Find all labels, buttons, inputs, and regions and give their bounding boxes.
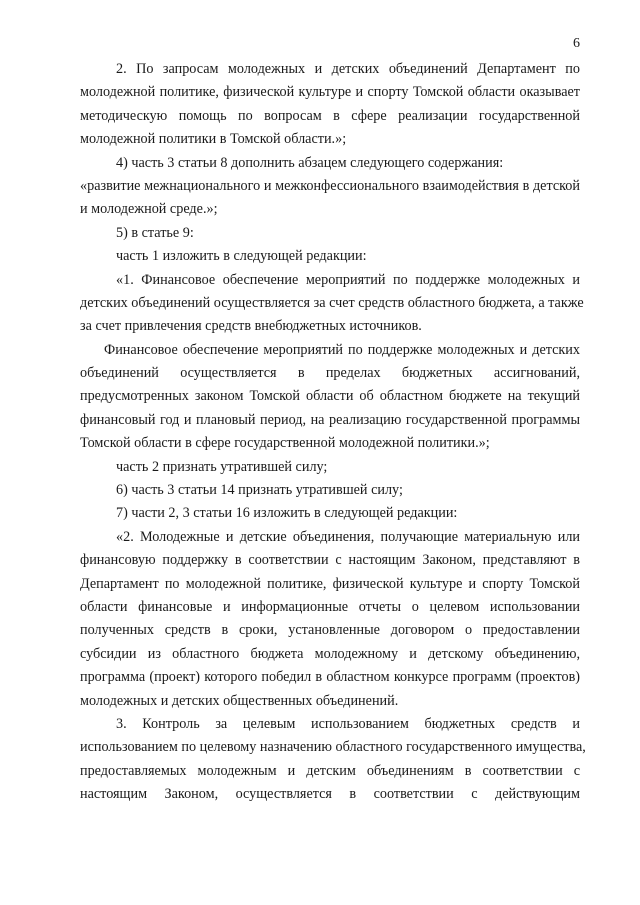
text-line: 4) часть 3 статьи 8 дополнить абзацем следующего содержания:: [116, 154, 504, 171]
text-line: «2. Молодежные и детские объединения, получающие материальную или: [116, 528, 580, 545]
text-line: часть 2 признать утратившей силу;: [116, 458, 328, 475]
text-line: предоставляемых молодежным и детским объединениям в соответствии с: [80, 762, 580, 779]
text-line: финансовый год и плановый период, на реализацию государственной программы: [80, 411, 580, 428]
text-line: и молодежной среде.»;: [80, 201, 218, 218]
text-line: 2. По запросам молодежных и детских объединений Департамент по: [116, 61, 580, 77]
text-line: 5) в статье 9:: [116, 224, 194, 241]
text-line: субсидии из областного бюджета молодежному и детскому объединению,: [80, 645, 580, 662]
text-line: 6) часть 3 статьи 14 признать утратившей силу;: [116, 482, 403, 499]
text-line: финансовую поддержку в соответствии с настоящим Законом, представляют в: [80, 552, 580, 569]
text-line: объединений осуществляется в пределах бюджетных ассигнований,: [80, 365, 580, 382]
text-line: «развитие межнационального и межконфессионального взаимодействия в детской: [80, 177, 580, 194]
text-line: 7) части 2, 3 статьи 16 изложить в следующей редакции:: [116, 505, 458, 522]
text-line: области финансовые и информационные отчеты о целевом использовании: [80, 598, 580, 615]
text-line: полученных средств в сроки, установленные договором о предоставлении: [80, 622, 580, 639]
document-body: [80, 58, 586, 807]
text-line: программа (проект) которого победил в областном конкурсе программ (проектов): [80, 669, 580, 686]
text-line: детских объединений осуществляется за счет средств областного бюджета, а также: [80, 294, 584, 311]
text-line: молодежных и детских общественных объединений.: [80, 692, 399, 709]
text-line: использованием по целевому назначению областного государственного имущества,: [80, 739, 586, 756]
text-line: настоящим Законом, осуществляется в соответствии с действующим: [80, 786, 580, 803]
text-line: предусмотренных законом Томской области об областном бюджете на текущий: [80, 388, 580, 405]
text-line: «1. Финансовое обеспечение мероприятий по поддержке молодежных и: [116, 271, 580, 288]
text-line: за счет привлечения средств внебюджетных источников.: [80, 318, 422, 335]
text-line: Томской области в сфере государственной молодежной политики.»;: [80, 435, 490, 452]
text-line: Департамент по молодежной политике, физической культуре и спорту Томской: [80, 575, 580, 592]
text-line: молодежной политики в Томской области.»;: [80, 131, 347, 148]
text-line: 3. Контроль за целевым использованием бюджетных средств и: [116, 715, 580, 732]
page-number: 6: [573, 36, 580, 51]
text-line: часть 1 изложить в следующей редакции:: [116, 248, 367, 265]
text-line: молодежной политике, физической культуре и спорту Томской области оказывает: [80, 84, 580, 101]
text-line: Финансовое обеспечение мероприятий по поддержке молодежных и детских: [104, 341, 580, 358]
text-line: методическую помощь по вопросам в сфере реализации государственной: [80, 107, 580, 124]
